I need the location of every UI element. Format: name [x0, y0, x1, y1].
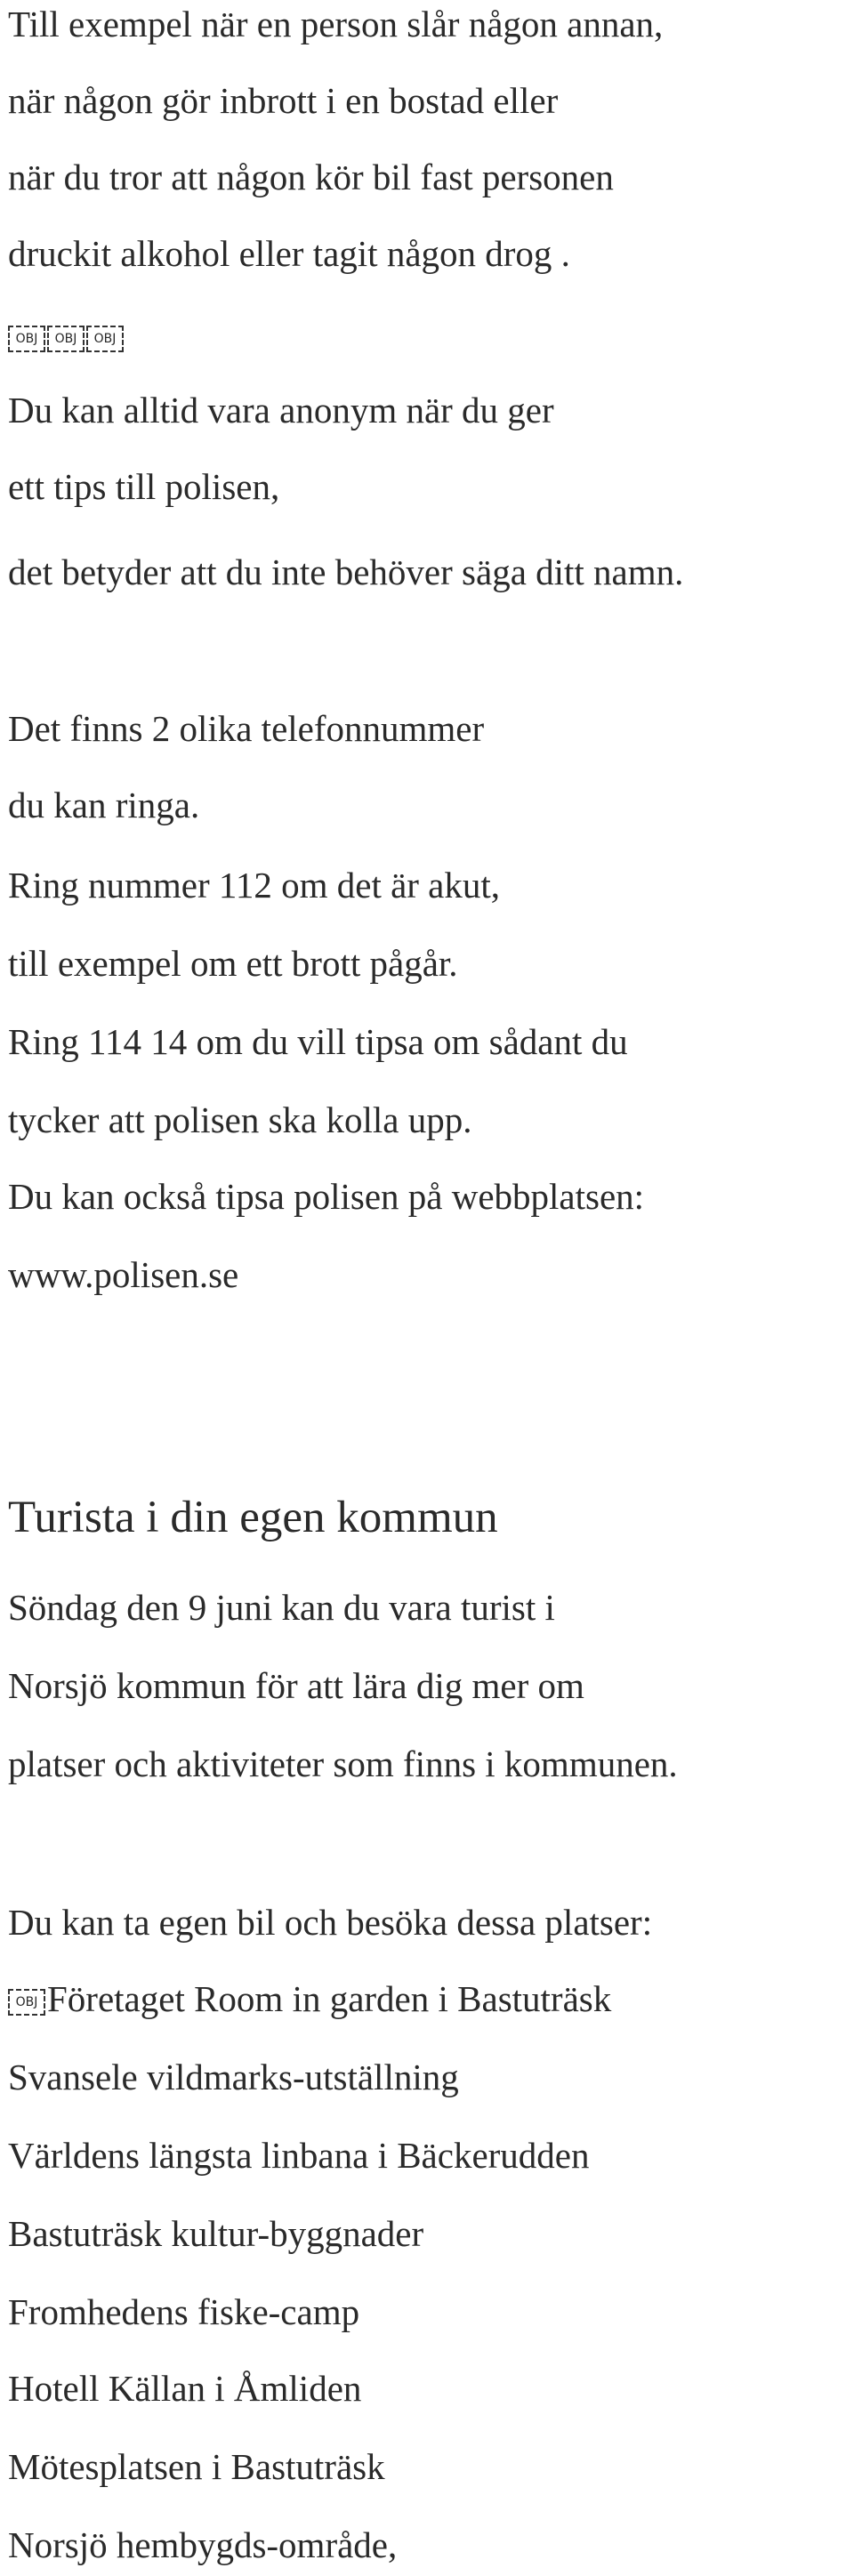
phone-line-2: du kan ringa.: [8, 785, 200, 825]
tourist-line-1: Söndag den 9 juni kan du vara turist i: [8, 1587, 555, 1628]
place-item: Bastuträsk kultur-byggnader: [8, 2213, 424, 2254]
website-link[interactable]: www.polisen.se: [8, 1254, 239, 1295]
object-placeholder-icon: OBJ: [47, 326, 85, 352]
intro-line-4: druckit alkohol eller tagit någon drog .: [8, 233, 570, 274]
phone-line-5: Ring 114 14 om du vill tipsa om sådant du: [8, 1021, 628, 1062]
phone-line-7: Du kan också tipsa polisen på webbplatsen:: [8, 1176, 645, 1217]
tourist-line-3: platser och aktiviteter som finns i kommunen.: [8, 1743, 678, 1784]
object-placeholder-row: [8, 313, 125, 358]
place-item: Mötesplatsen i Bastuträsk: [8, 2446, 385, 2487]
tourist-line-2: Norsjö kommun för att lära dig mer om: [8, 1665, 584, 1706]
intro-line-3: när du tror att någon kör bil fast personen: [8, 157, 614, 197]
phone-line-6: tycker att polisen ska kolla upp.: [8, 1099, 472, 1140]
intro-line-1: Till exempel när en person slår någon annan,: [8, 4, 664, 44]
place-item: Fromhedens fiske-camp: [8, 2291, 360, 2332]
place-item: [8, 1976, 611, 2021]
object-placeholder-icon: OBJ: [8, 1989, 45, 2016]
places-intro: Du kan ta egen bil och besöka dessa platser:: [8, 1902, 653, 1943]
anonymous-line-3: det betyder att du inte behöver säga ditt namn.: [8, 551, 684, 592]
anonymous-line-2: ett tips till polisen,: [8, 466, 280, 507]
phone-line-1: Det finns 2 olika telefonnummer: [8, 708, 485, 749]
object-placeholder-icon: OBJ: [8, 326, 45, 352]
section-heading: Turista i din egen kommun: [8, 1493, 498, 1542]
place-item-label: Företaget Room in garden i Bastuträsk: [47, 1978, 612, 2019]
place-item: Världens längsta linbana i Bäckerudden: [8, 2135, 590, 2176]
object-placeholder-icon: OBJ: [86, 326, 124, 352]
intro-line-2: när någon gör inbrott i en bostad eller: [8, 80, 559, 121]
anonymous-line-1: Du kan alltid vara anonym när du ger: [8, 390, 554, 431]
phone-line-3: Ring nummer 112 om det är akut,: [8, 865, 501, 906]
place-item: Hotell Källan i Åmliden: [8, 2368, 362, 2409]
place-item: Svansele vildmarks-utställning: [8, 2057, 459, 2097]
place-item: Norsjö hembygds-område,: [8, 2524, 398, 2565]
phone-line-4: till exempel om ett brott pågår.: [8, 943, 458, 984]
